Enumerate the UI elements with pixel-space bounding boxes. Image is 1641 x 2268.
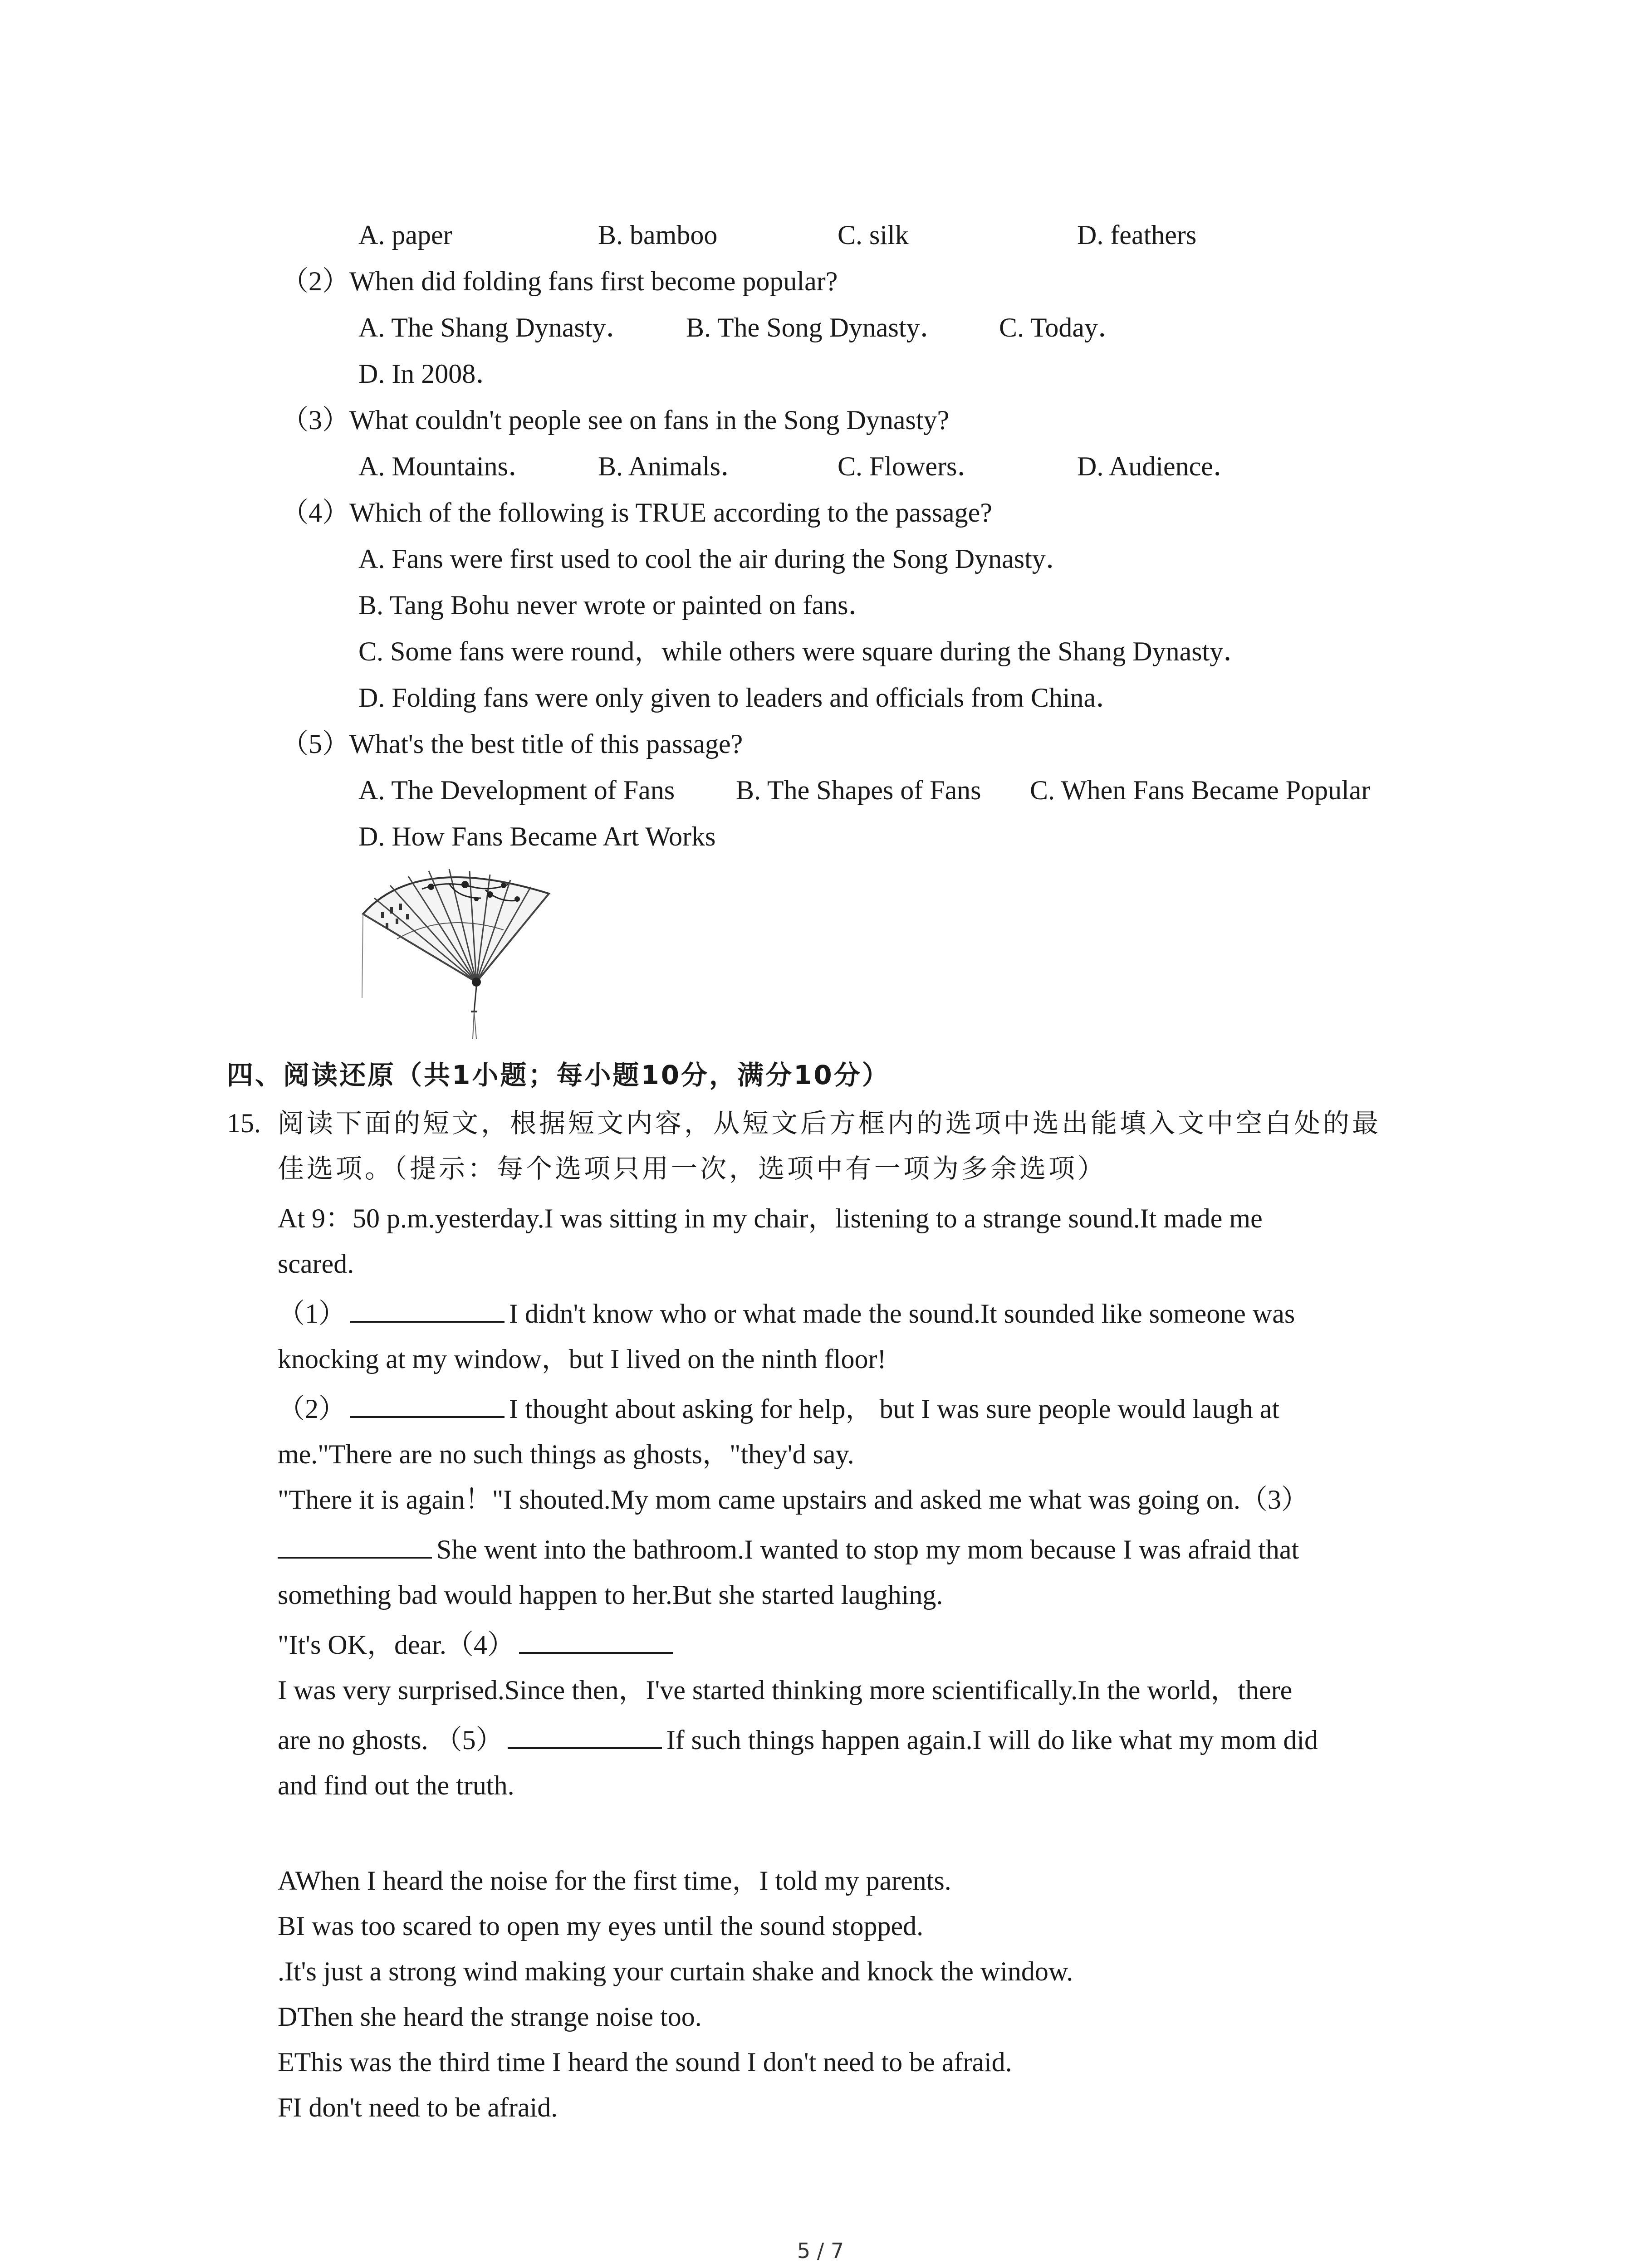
blank-4-label: "It's OK，dear.（4） (278, 1630, 514, 1660)
q3-stem: （3）What couldn't people see on fans in the Song Dynasty? (281, 405, 950, 435)
q3-option-a: A. Mountains． (358, 451, 535, 481)
q4-option-a: A. Fans were first used to cool the air during the Song Dynasty． (358, 544, 1073, 574)
passage-line-9: something bad would happen to her.But she started laughing. (278, 1580, 943, 1610)
q4-option-c: C. Some fans were round，while others were square during the Shang Dynasty． (358, 636, 1251, 666)
blank-4[interactable] (519, 1628, 673, 1654)
q1-option-c: C. silk (838, 220, 909, 250)
q3-option-c: C. Flowers． (838, 451, 985, 481)
section-heading: 四、阅读还原（共1小题；每小题10分，满分10分） (227, 1060, 890, 1090)
q4-stem: （4）Which of the following is TRUE according to the passage? (281, 498, 992, 528)
passage-blank-1-line (278, 1295, 1295, 1332)
blank-2-text: I thought about asking for help， but I was sure people would laugh at (509, 1394, 1279, 1424)
q2-stem: （2）When did folding fans first become popular? (281, 266, 838, 296)
q1-option-b: B. bamboo (598, 220, 718, 250)
blank-2-label: （2） (278, 1394, 346, 1424)
passage-line-13: and find out the truth. (278, 1770, 514, 1800)
blank-5[interactable] (508, 1723, 662, 1749)
q15-number: 15. (227, 1108, 261, 1138)
q2-option-d: D. In 2008． (358, 359, 503, 389)
folding-fan-icon (354, 862, 581, 1043)
choice-b: BI was too scared to open my eyes until the sound stopped. (278, 1911, 924, 1941)
q5-stem: （5）What's the best title of this passage? (281, 729, 743, 759)
blank-2[interactable] (350, 1392, 505, 1418)
q4-option-d: D. Folding fans were only given to leaders and officials from China． (358, 683, 1123, 713)
q2-options (0, 309, 1641, 346)
q3-option-b: B. Animals． (598, 451, 748, 481)
q5-options (0, 772, 1641, 808)
blank-1[interactable] (350, 1296, 505, 1323)
choice-d: DThen she heard the strange noise too. (278, 2002, 702, 2032)
passage-line-4: knocking at my window，but I lived on the ninth floor! (278, 1344, 887, 1374)
q15-instruction-line2: 佳选项。（提示：每个选项只用一次，选项中有一项为多余选项） (278, 1153, 1107, 1184)
q1-option-d: D. feathers (1077, 220, 1197, 250)
q3-options (0, 448, 1641, 484)
passage-line-7: "There it is again！"I shouted.My mom came upstairs and asked me what was going on.（3） (278, 1485, 1308, 1515)
blank-1-text: I didn't know who or what made the sound.It sounded like someone was (509, 1299, 1295, 1329)
choice-e: EThis was the third time I heard the sound I don't need to be afraid. (278, 2047, 1012, 2077)
choice-f: FI don't need to be afraid. (278, 2092, 558, 2122)
q15-instruction-line1: 阅读下面的短文，根据短文内容，从短文后方框内的选项中选出能填入文中空白处的最 (278, 1108, 1381, 1139)
blank-3-text: She went into the bathroom.I wanted to stop my mom because I was afraid that (436, 1535, 1299, 1564)
page-number: 5 / 7 (797, 2239, 844, 2263)
q5-option-a: A. The Development of Fans (358, 775, 675, 805)
passage-line-2: scared. (278, 1249, 354, 1279)
passage-blank-5-line (278, 1722, 1318, 1758)
passage-line-1: At 9：50 p.m.yesterday.I was sitting in my chair，listening to a strange sound.It made me (278, 1203, 1263, 1233)
choice-c: .It's just a strong wind making your curtain shake and knock the window. (278, 1956, 1073, 1986)
passage-blank-4-line (278, 1627, 678, 1663)
blank-3[interactable] (278, 1532, 432, 1559)
q1-options (0, 217, 1641, 253)
choice-a: AWhen I heard the noise for the first time，I told my parents. (278, 1866, 951, 1896)
q5-option-d: D. How Fans Became Art Works (358, 821, 716, 851)
q4-option-b: B. Tang Bohu never wrote or painted on fans． (358, 590, 876, 620)
passage-blank-2-line (278, 1391, 1279, 1427)
blank-1-label: （1） (278, 1299, 346, 1329)
q5-option-b: B. The Shapes of Fans (736, 775, 981, 805)
q2-option-b: B. The Song Dynasty． (686, 313, 947, 342)
q5-option-c: C. When Fans Became Popular (1030, 775, 1371, 805)
q1-option-a: A. paper (358, 220, 452, 250)
q3-option-d: D. Audience． (1077, 451, 1240, 481)
blank-5-text: If such things happen again.I will do like what my mom did (666, 1725, 1318, 1755)
passage-line-6: me."There are no such things as ghosts，"they'd say. (278, 1439, 854, 1469)
q2-option-c: C. Today． (999, 313, 1126, 342)
passage-line-11: I was very surprised.Since then，I've started thinking more scientifically.In the world，there (278, 1675, 1293, 1705)
blank-5-label: are no ghosts. （5） (278, 1725, 503, 1755)
passage-blank-3-line (278, 1531, 1299, 1568)
q2-option-a: A. The Shang Dynasty． (358, 313, 633, 342)
